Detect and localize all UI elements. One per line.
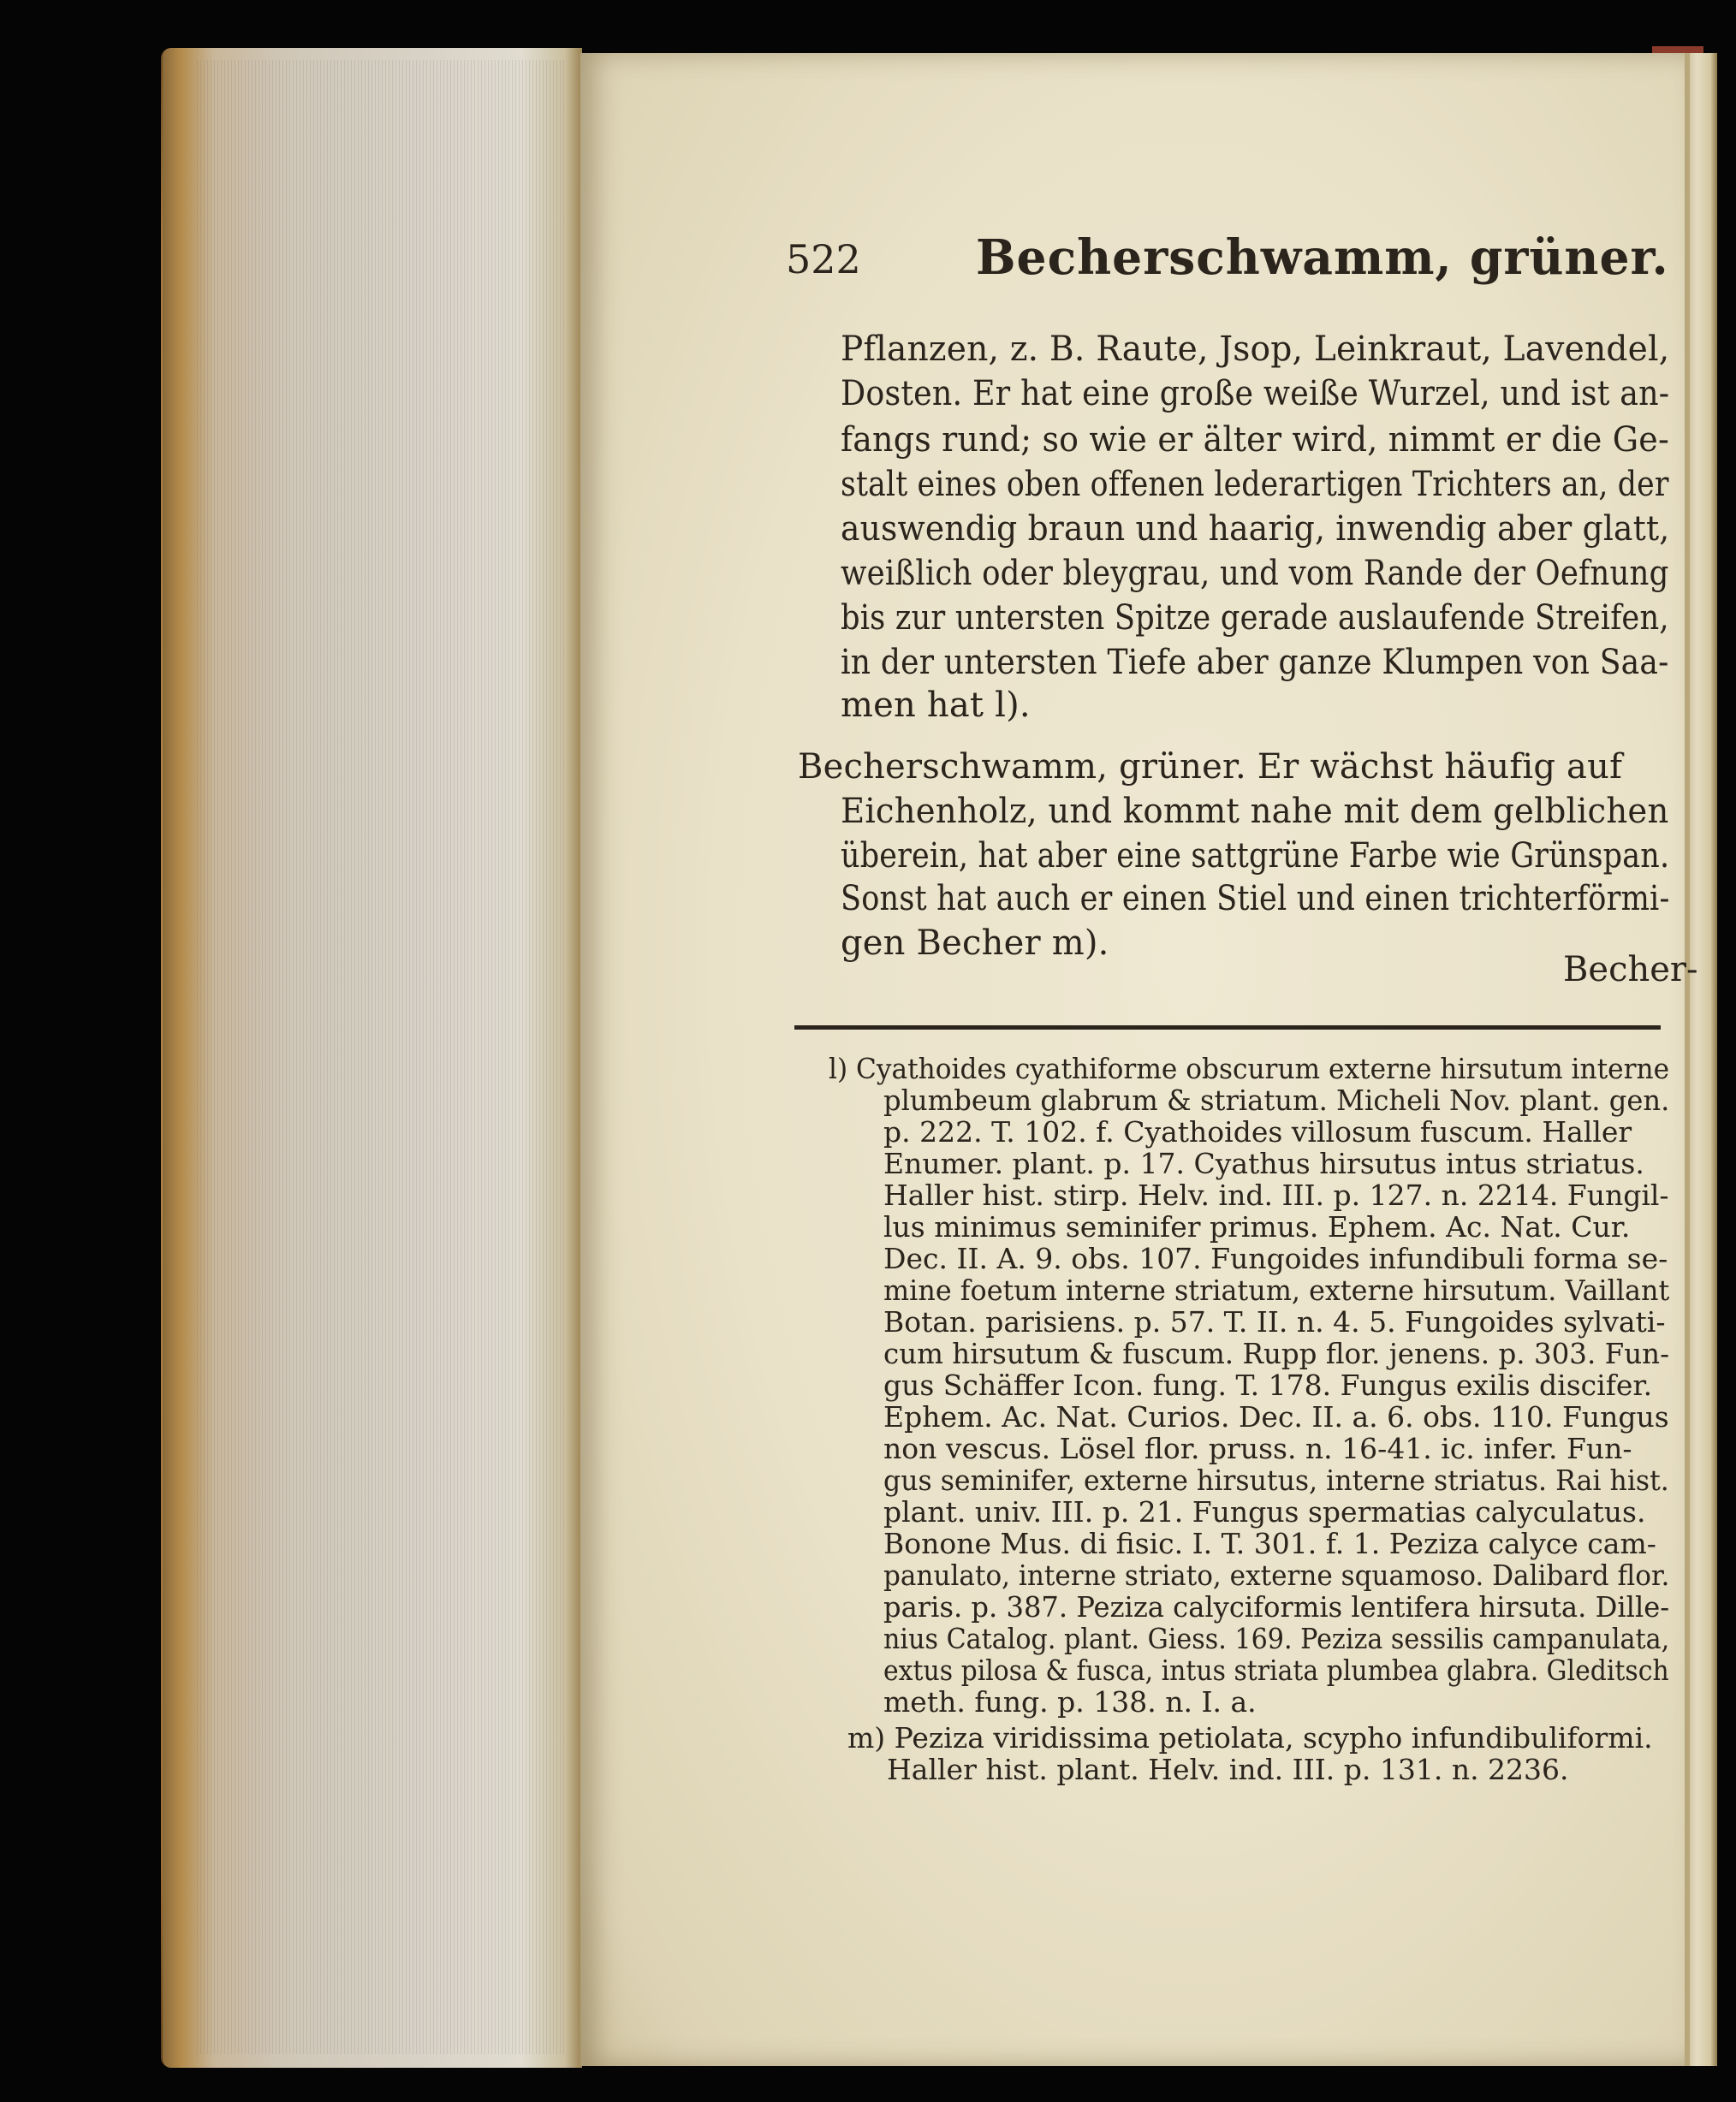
- footnote-rule: [794, 1025, 1661, 1030]
- body-line: Eichenholz, und kommt nahe mit dem gelblichen: [841, 792, 1669, 831]
- page-header: [786, 229, 1669, 291]
- footnote-line: paris. p. 387. Peziza calyciformis lentifera hirsuta. Dille-: [883, 1590, 1670, 1624]
- footnote-line: Haller hist. stirp. Helv. ind. III. p. 127. n. 2214. Fungil-: [883, 1179, 1669, 1212]
- body-line: bis zur untersten Spitze gerade auslaufende Streifen,: [841, 598, 1669, 638]
- body-line: stalt eines oben offenen lederartigen Trichters an, der: [841, 465, 1669, 504]
- footnote-line: cum hirsutum & fuscum. Rupp flor. jenens. p. 303. Fun-: [883, 1337, 1670, 1370]
- running-head: Becherschwamm, grüner.: [976, 229, 1669, 286]
- footnote-line: Bonone Mus. di fisic. I. T. 301. f. 1. Peziza calyce cam-: [883, 1527, 1656, 1560]
- footnote-line: Botan. parisiens. p. 57. T. II. n. 4. 5. Fungoides sylvati-: [883, 1305, 1666, 1339]
- footnote-line: meth. fung. p. 138. n. I. a.: [883, 1685, 1257, 1719]
- body-line: men hat l).: [841, 686, 1031, 725]
- footnote-line: panulato, interne striato, externe squamoso. Dalibard flor.: [883, 1559, 1670, 1592]
- page-edges-texture: [197, 60, 565, 2054]
- body-line: fangs rund; so wie er älter wird, nimmt er die Ge-: [841, 420, 1669, 460]
- footnote-line: non vescus. Lösel flor. pruss. n. 16-41. ic. infer. Fun-: [883, 1432, 1632, 1465]
- body-line: auswendig braun und haarig, inwendig aber glatt,: [841, 509, 1670, 549]
- footnote-line: lus minimus seminifer primus. Ephem. Ac. Nat. Cur.: [883, 1210, 1631, 1244]
- footnote-line: l) Cyathoides cyathiforme obscurum externe hirsutum interne: [829, 1052, 1670, 1085]
- body-line: Sonst hat auch er einen Stiel und einen trichterförmi-: [841, 879, 1670, 918]
- footnote-line: Haller hist. plant. Helv. ind. III. p. 131. n. 2236.: [887, 1753, 1569, 1786]
- footnote-line: nius Catalog. plant. Giess. 169. Peziza sessilis campanulata,: [883, 1622, 1670, 1655]
- footnote-line: mine foetum interne striatum, externe hirsutum. Vaillant: [883, 1274, 1670, 1307]
- footnote-line: p. 222. T. 102. f. Cyathoides villosum fuscum. Haller: [883, 1115, 1632, 1149]
- body-line: Dosten. Er hat eine große weiße Wurzel, und ist an-: [841, 374, 1670, 413]
- body-line: Pflanzen, z. B. Raute, Jsop, Leinkraut, Lavendel,: [841, 330, 1670, 369]
- body-line: in der untersten Tiefe aber ganze Klumpen von Saa-: [841, 643, 1669, 682]
- footnote-line: plant. univ. III. p. 21. Fungus spermatias calyculatus.: [883, 1495, 1646, 1529]
- body-line: Becherschwamm, grüner. Er wächst häufig auf: [798, 747, 1623, 787]
- footnote-line: gus Schäffer Icon. fung. T. 178. Fungus exilis discifer.: [883, 1369, 1653, 1402]
- footnote-line: m) Peziza viridissima petiolata, scypho infundibuliformi.: [847, 1721, 1653, 1755]
- body-line: überein, hat aber eine sattgrüne Farbe wie Grünspan.: [841, 836, 1670, 876]
- footnote-line: Enumer. plant. p. 17. Cyathus hirsutus intus striatus.: [883, 1147, 1644, 1180]
- footnote-line: gus seminifer, externe hirsutus, interne striatus. Rai hist.: [883, 1464, 1669, 1497]
- catchword: Becher-: [1563, 950, 1698, 989]
- footnote-line: extus pilosa & fusca, intus striata plumbea glabra. Gleditsch: [883, 1654, 1669, 1687]
- footnote-line: Ephem. Ac. Nat. Curios. Dec. II. a. 6. obs. 110. Fungus: [883, 1400, 1669, 1434]
- body-line: gen Becher m).: [841, 923, 1109, 963]
- body-line: weißlich oder bleygrau, und vom Rande der Oefnung: [841, 554, 1669, 593]
- footnote-line: Dec. II. A. 9. obs. 107. Fungoides infundibuli forma se-: [883, 1242, 1668, 1275]
- footnote-line: plumbeum glabrum & striatum. Micheli Nov. plant. gen.: [883, 1084, 1670, 1117]
- page-number: 522: [786, 236, 861, 282]
